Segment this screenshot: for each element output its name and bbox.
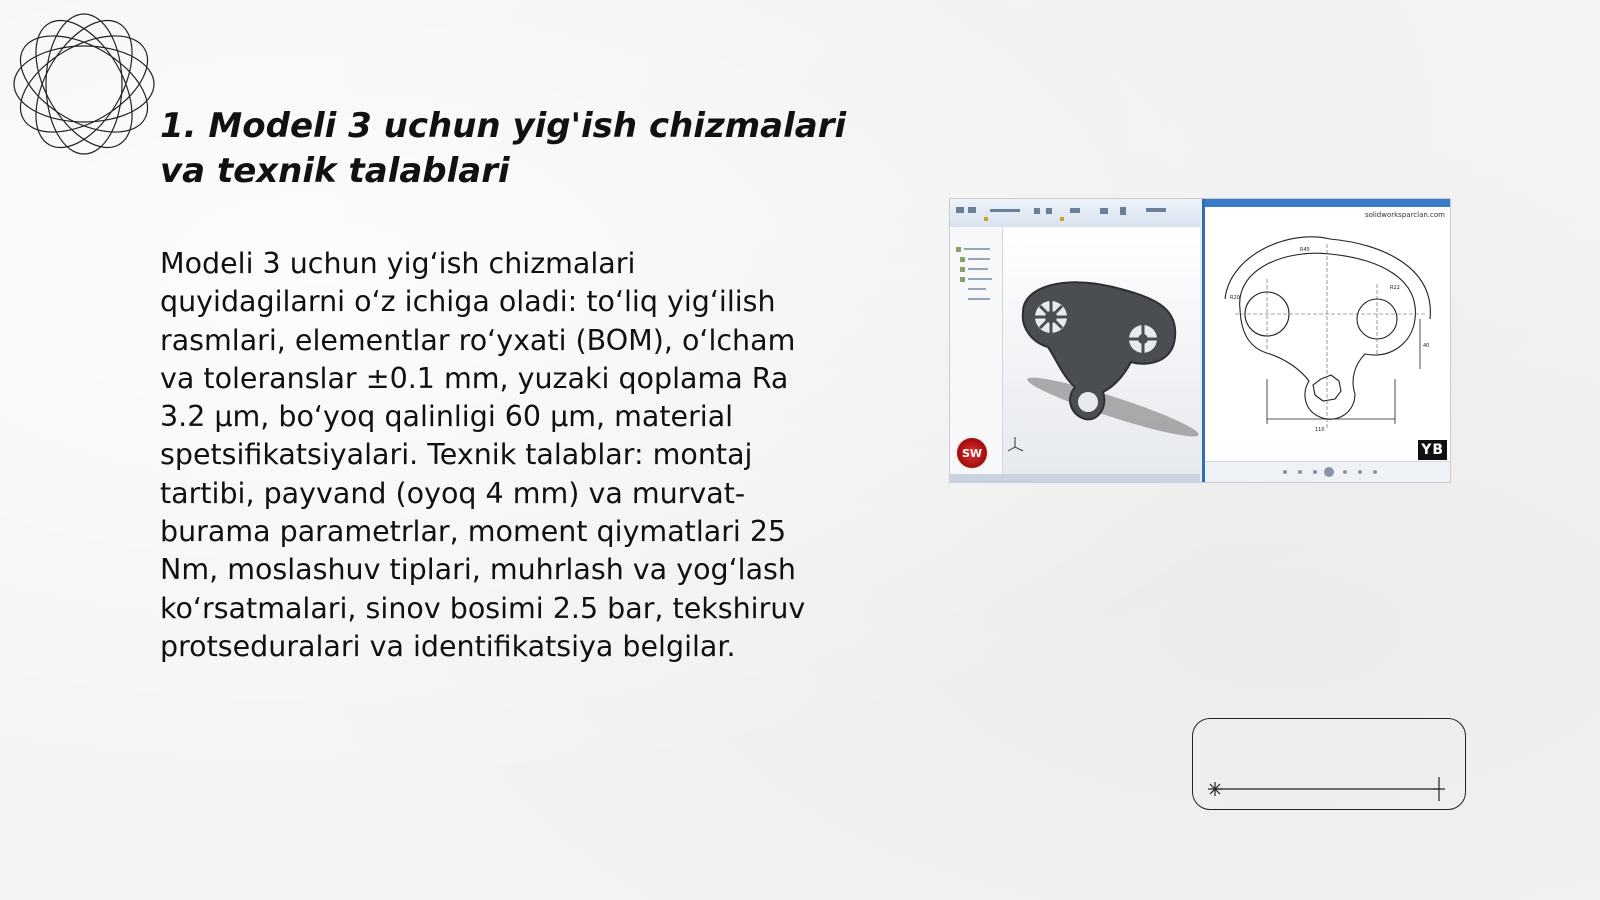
body-line: burama parametrlar, moment qiymatlari 25 xyxy=(160,515,787,549)
site-label: solidworksparclan.com xyxy=(1364,211,1445,219)
body-line: Modeli 3 uchun yig‘ish chizmalari xyxy=(160,247,636,280)
bracket-2d-drawing xyxy=(1205,199,1450,482)
cad-screenshot-image xyxy=(950,199,1450,482)
slide-title xyxy=(160,104,860,194)
body-line: protseduralari va identifikatsiya belgilar. xyxy=(160,629,736,663)
svg-text:R45: R45 xyxy=(1300,247,1310,253)
svg-text:R20: R20 xyxy=(1230,295,1240,301)
cross-marker-icon xyxy=(1433,777,1445,801)
drawing-bottom-bar xyxy=(1205,461,1450,482)
cad-toolbar xyxy=(950,199,1200,228)
cad-3d-pane xyxy=(950,199,1200,482)
timeline-decoration xyxy=(1192,718,1466,810)
bracket-3d-model xyxy=(1003,227,1200,474)
toolbar-icons xyxy=(950,199,1200,227)
cad-drawing-pane xyxy=(1202,199,1450,482)
rosette-line-art-icon xyxy=(10,10,158,158)
title-line: va texnik talablari xyxy=(160,151,510,191)
yb-badge: YB xyxy=(1418,440,1447,460)
slide-body-text xyxy=(160,245,850,666)
body-line: quyidagilarni o‘z ichiga oladi: to‘liq yig‘ilish xyxy=(160,285,776,319)
drawing-titlebar xyxy=(1205,199,1450,207)
svg-text:40: 40 xyxy=(1423,343,1430,349)
body-line: va toleranslar ±0.1 mm, yuzaki qoplama Ra xyxy=(160,361,789,395)
sparkle-icon xyxy=(1208,782,1222,796)
body-line: Nm, moslashuv tiplari, muhrlash va yog‘lash xyxy=(160,553,796,587)
model-viewport xyxy=(1003,227,1200,474)
body-line: rasmlari, elementlar ro‘yxati (BOM), o‘lcham xyxy=(160,323,796,357)
svg-text:R22: R22 xyxy=(1390,285,1400,291)
body-line: ko‘rsatmalari, sinov bosimi 2.5 bar, tekshiruv xyxy=(160,591,806,625)
body-line: tartibi, payvand (oyoq 4 mm) va murvat- xyxy=(160,476,746,510)
playback-controls xyxy=(1205,462,1450,482)
body-line: 3.2 μm, bo‘yoq qalinligi 60 μm, material xyxy=(160,400,734,434)
solidworks-logo: SW xyxy=(955,436,989,470)
body-line: spetsifikatsiyalari. Texnik talablar: montaj xyxy=(160,438,753,472)
svg-text:110: 110 xyxy=(1315,427,1325,433)
title-line: 1. Modeli 3 uchun yig'ish chizmalari xyxy=(160,106,847,146)
timeline-line-icon xyxy=(1193,719,1465,809)
status-bar xyxy=(950,474,1200,482)
